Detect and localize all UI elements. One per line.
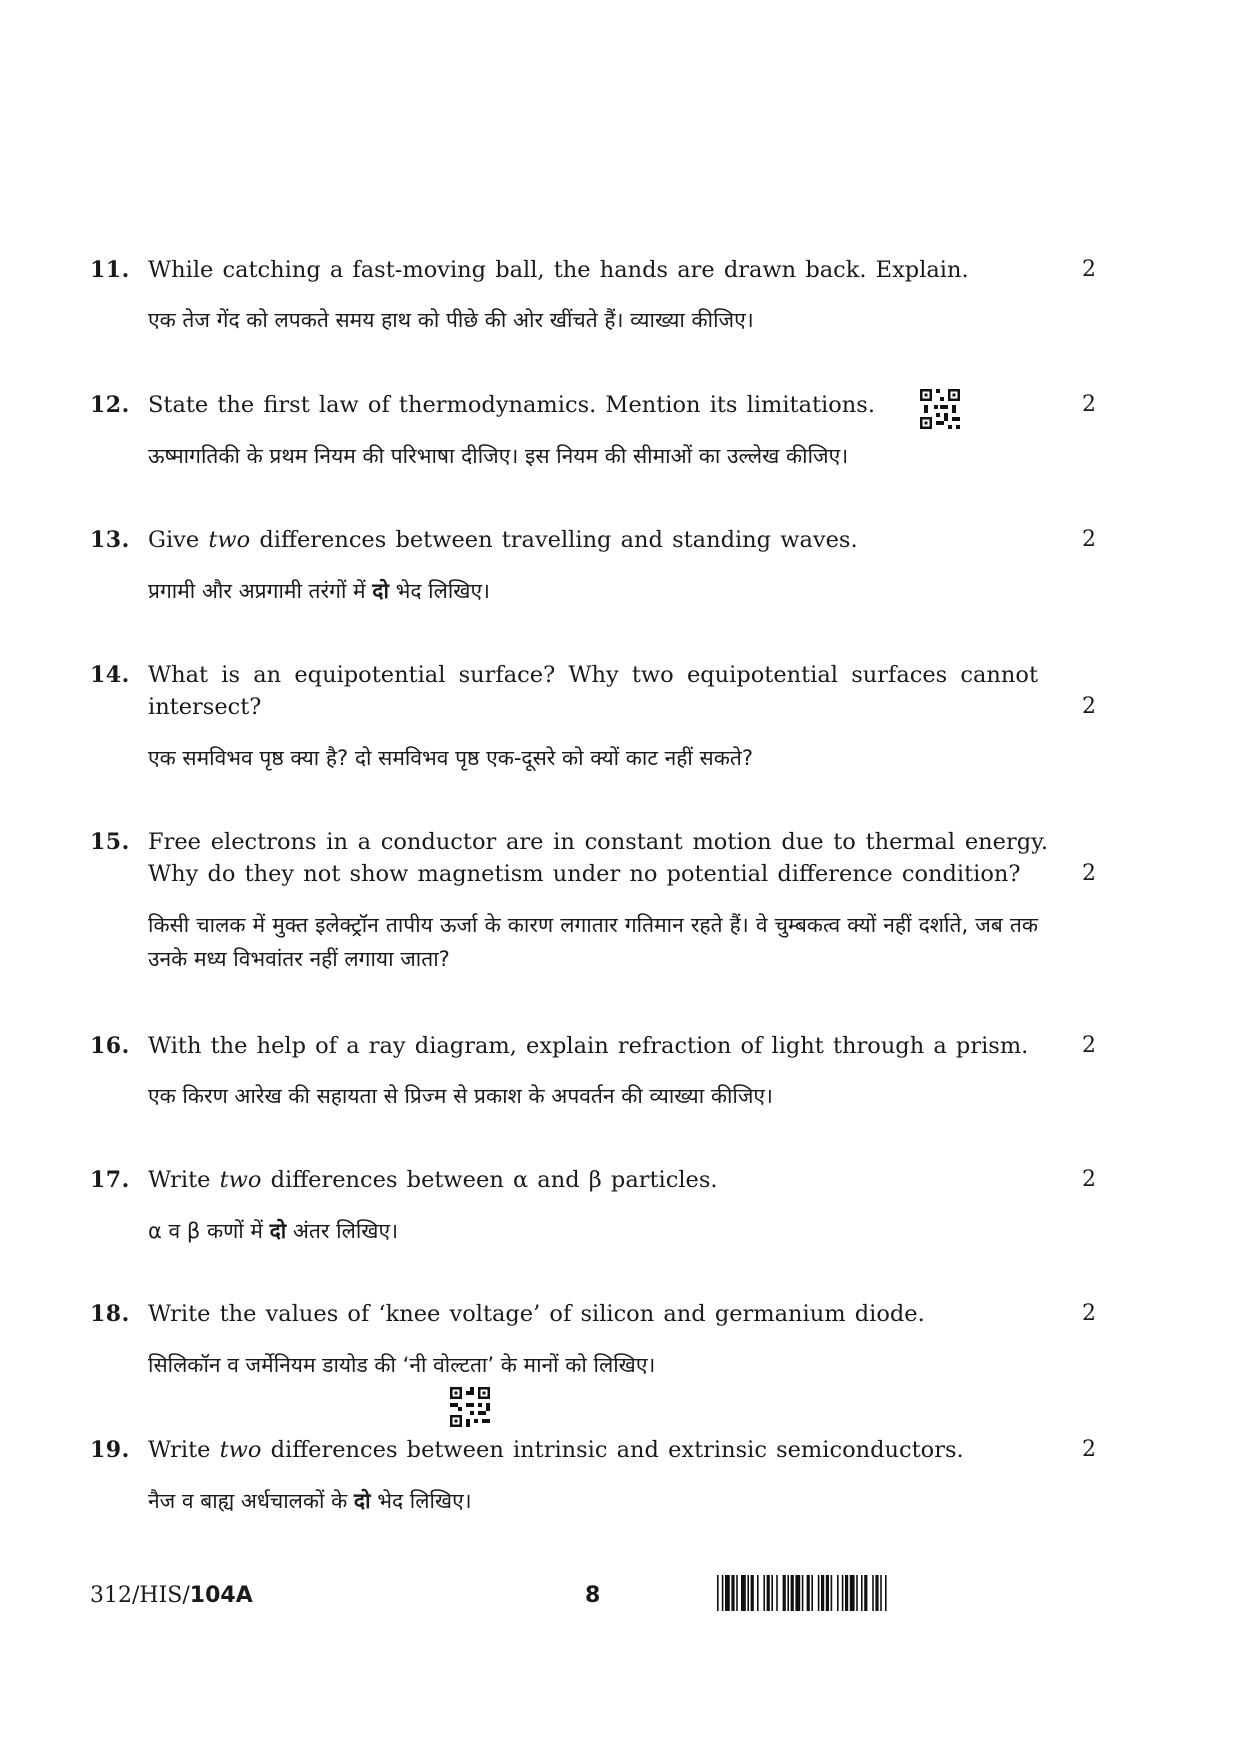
barcode-icon: [717, 1575, 999, 1611]
question-marks: 2: [1082, 694, 1096, 719]
question-text-hindi: एक समविभव पृष्ठ क्या है? दो समविभव पृष्ठ एक-दूसरे को क्यों काट नहीं सकते?: [148, 746, 753, 770]
question-number: 16.: [90, 1033, 130, 1059]
question-text-english: While catching a fast-moving ball, the hands are drawn back. Explain.: [148, 257, 969, 283]
question-text-english: Free electrons in a conductor are in constant motion due to thermal energy. Why do they not show magnetism under no potential difference condition?: [148, 829, 1048, 887]
question-marks: 2: [1082, 392, 1096, 417]
question-marks: 2: [1082, 1033, 1096, 1058]
question-number: 19.: [90, 1437, 130, 1463]
question-text-english: Write the values of ‘knee voltage’ of silicon and germanium diode.: [148, 1301, 925, 1327]
question-marks: 2: [1082, 1167, 1096, 1192]
question-number: 14.: [90, 662, 130, 688]
question-marks: 2: [1082, 861, 1096, 886]
question-marks: 2: [1082, 527, 1096, 552]
question-marks: 2: [1082, 1437, 1096, 1462]
question-text-hindi: नैज व बाह्य अर्धचालकों के दो भेद लिखिए।: [148, 1489, 472, 1513]
question-marks: 2: [1082, 1301, 1096, 1326]
paper-code: 312/HIS/104A: [90, 1583, 253, 1608]
question-text-hindi: एक तेज गेंद को लपकते समय हाथ को पीछे की ओर खींचते हैं। व्याख्या कीजिए।: [148, 308, 754, 332]
question-text-hindi: प्रगामी और अप्रगामी तरंगों में दो भेद लिखिए।: [148, 579, 491, 603]
question-number: 15.: [90, 829, 130, 855]
question-text-hindi: किसी चालक में मुक्त इलेक्ट्रॉन तापीय ऊर्जा के कारण लगातार गतिमान रहते हैं। वे चुम्बकत्व क्यों नहीं दर्शाते, जब तक उनके मध्य विभवांतर नहीं लगाया जाता?: [148, 913, 1038, 971]
question-number: 18.: [90, 1301, 130, 1327]
question-text-english: Write two differences between intrinsic and extrinsic semiconductors.: [148, 1437, 964, 1463]
question-number: 11.: [90, 257, 130, 283]
question-number: 12.: [90, 392, 130, 418]
question-text-hindi: एक किरण आरेख की सहायता से प्रिज्म से प्रकाश के अपवर्तन की व्याख्या कीजिए।: [148, 1084, 774, 1108]
question-text-hindi: α व β कणों में दो अंतर लिखिए।: [148, 1219, 399, 1243]
question-number: 13.: [90, 527, 130, 553]
question-text-english: With the help of a ray diagram, explain refraction of light through a prism.: [148, 1033, 1029, 1059]
question-text-english: Write two differences between α and β particles.: [148, 1167, 718, 1193]
question-text-hindi: ऊष्मागतिकी के प्रथम नियम की परिभाषा दीजिए। इस नियम की सीमाओं का उल्लेख कीजिए।: [148, 444, 849, 468]
question-text-english: What is an equipotential surface? Why two equipotential surfaces cannot intersect?: [148, 662, 1038, 720]
question-marks: 2: [1082, 257, 1096, 282]
qr-code-icon[interactable]: [920, 389, 960, 429]
question-text-english: Give two differences between travelling and standing waves.: [148, 527, 858, 553]
page-number: 8: [585, 1583, 601, 1608]
qr-code-icon[interactable]: [450, 1387, 490, 1427]
question-number: 17.: [90, 1167, 130, 1193]
question-text-hindi: सिलिकॉन व जर्मेनियम डायोड की ‘नी वोल्टता’ के मानों को लिखिए।: [148, 1353, 656, 1377]
question-text-english: State the first law of thermodynamics. Mention its limitations.: [148, 392, 875, 418]
